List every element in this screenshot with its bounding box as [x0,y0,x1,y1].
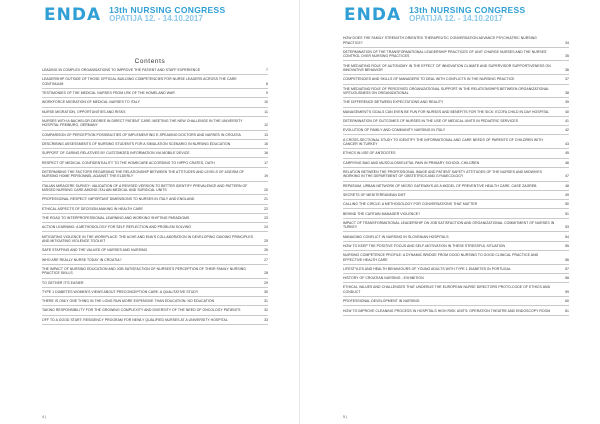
toc-entry-page: 36 [565,68,569,73]
toc-entry-page: 21 [264,197,268,202]
toc-entry-title: TYPE 1 DIABETES WOMEN'S VIEWS ABOUT PRECONCEPTION CARE: A QUALITATIVE STUDY [42,289,199,294]
toc-entry-title: THERE IS ONLY ONE THING IN THE LONG RUN MORE EXPENSIVE THAN EDUCATION: NO EDUCATION [42,299,215,304]
toc-entry-page: 40 [565,109,569,114]
toc-entry-title: WHO ARE REALLY NURSE TODAY IN CROATIA? [42,257,122,262]
toc-entry-page: 34 [565,40,569,45]
toc-entry-page: 25 [264,239,268,243]
toc-entry-page: 60 [565,299,569,304]
toc-entry[interactable] [42,308,268,315]
toc-entry-page: 47 [565,174,569,179]
toc-entry-title: WORKFORCE MIGRATION OF MEDICAL NURSES TO ITALY [42,100,140,105]
toc-entry[interactable] [42,119,268,131]
toc-entry-page: 43 [565,142,569,147]
toc-entry-page: 28 [264,271,268,276]
toc-entry-title: DETERMINING THE FACTORS REGARDING THE RELATIONSHIP BETWEEN THE ATTITUDES AND LEVELS OF AGEISM OF NURSING HOME PERSONNEL AGAINST THE ELDERLY [42,169,245,179]
toc-entry-title: DETERMINATION OF THE TRANSFORMATIONAL LEADERSHIP PRACTICES OF UNIT CHARGE NURSES AND THE NURSES' CONTROL OVER NURSING PRACTICES [343,49,548,59]
toc-entry-title: OFF TO A GOOD START: RESIDENCY PROGRAM FOR NEWLY QUALIFIED NURSES AT A UNIVERSITY HOSPITAL [42,317,228,322]
toc-entry[interactable] [343,128,569,135]
page-number: 4 [42,415,44,419]
toc-entry-title: THE MEDIATING ROLE OF AUTONOMY IN THE EFFECT OF INNOVATION CLIMATE AND SUPERVISOR SUPPORTIVENESS ON INNOVATIVE BEHAVIOR [343,63,551,73]
toc-entry-title: COMPETENCIES AND SKILLS OF MANAGERS TO DEAL WITH CONFLICTS IN THE NURSING PRACTICE [343,77,515,82]
toc-entry-page: 22 [264,206,268,211]
toc-entry-title: ITALIAN MIRACERE SURVEY: VALIDATION OF A REVISED VERSION TO BETTER IDENTIFY PREVALENCE AND PATTERN OF MISSED NURSING CARE AMONG ITALIAN MEDICAL AND SURGICAL UNITS [42,183,248,193]
toc-entry[interactable] [343,50,569,62]
toc-entry[interactable] [343,299,569,306]
toc-entry[interactable] [42,197,268,204]
toc-entry-page: 59 [565,289,569,294]
toc-entry-title: TAKING RESPONSIBILITY FOR THE GROWING COMPLEXITY AND DIVERSITY OF THE NEED OF ONCOLOGY PATIENTS [42,308,241,313]
toc-entry[interactable] [42,318,268,325]
toc-entry[interactable] [42,216,268,223]
toc-entry[interactable] [42,100,268,107]
toc-entry-title: HOW TO KEEP THE POSITIVE FOCUS AND SELF-MOTIVATION IN THESE STRESSFUL SITUATION [343,243,506,248]
toc-entry-page: 8 [266,81,268,86]
toc-entry-title: REPASIUM, URBAN NETWORK OF MICRO GATEWAYS AS A MODEL OF PREVENTIVE HEALTH CARE, CASE ZAGREB [343,183,537,188]
toc-entry[interactable] [343,309,569,316]
toc-entry[interactable] [42,267,268,279]
congress-place-date: OPATIJA 12. - 14.10.2017 [409,14,503,23]
right-page [300,0,600,424]
toc-entry[interactable] [42,225,268,232]
toc-entry-page: 11 [264,109,268,114]
toc-entry[interactable] [42,142,268,149]
congress-name: 13th NURSING CONGRESS [109,5,226,15]
toc-entry-title: DETERMINATION OF OUTCOMES OF NURSES IN THE USE OF MEDICAL UNITS IN PEDIATRIC SERVICES [343,118,518,123]
toc-entry-title: SAFE STAFFING AND THE VALUED OF NURSES AND NURSING [42,248,148,253]
toc-entry[interactable] [42,68,268,75]
toc-entry[interactable] [42,299,268,306]
page-number: 5 [343,415,345,419]
toc-entry[interactable] [343,161,569,168]
toc-entry-page: 17 [264,160,268,165]
toc-entry-title: PROFESSIONAL RESPECT: IMPORTANT DIMENSIONS TO NURSES IN ITALY AND ENGLAND [42,197,195,202]
toc-entry-title: HOW DOES THE FAMILY STRENGTH ORIENTED THERAPEUTIC CONVERSATION ADVANCE PSYCHIATRIC NURSING PRACTICE? [343,36,537,45]
toc-entry-title: ACTION LEARNING: A METHODOLOGY FOR SELF REFLECTION AND PROBLEM SOLVING [42,225,192,230]
toc-entry-title: NURSES WITH A BACHELOR-DEGREE IN DIRECT PATIENT CARE: MEETING THE NEW CHALLENGE IN THE UNIVERSITY HOSPITAL FREIBURG, GERMANY [42,118,243,128]
toc-entry[interactable] [42,184,268,196]
toc-entry-page: 49 [565,192,569,197]
table-of-contents-right [343,36,569,318]
toc-entry[interactable] [42,91,268,98]
congress-name: 13th NURSING CONGRESS [409,5,526,15]
toc-entry-title: NURSING COMPETENCE PROFILE: A DYNAMIC BRIDGE FROM GOOD NURSING TO GOOD CLINICAL PRACTICE AND EFFECTIVE HEALTH CARE [343,253,539,262]
toc-entry-title: A CROSS-SECTIONAL STUDY TO IDENTIFY THE INFORMATIONAL AND CARE NEEDS OF PARENTS OF CHILDREN WITH CANCER IN TURKEY [343,137,543,147]
table-of-contents-left [42,68,268,327]
toc-entry-page: 23 [264,215,268,220]
toc-entry-page: 54 [565,234,569,239]
toc-entry-page: 33 [264,317,268,322]
toc-entry-page: 45 [565,151,569,156]
toc-entry-title: DESCRIBING ASSESSMENTS OF NURSING STUDENTS FOR A SIMULATION SCENARIO IN NURSING EDUCATION [42,141,231,146]
toc-entry-title: CALLING THE CIRCLE: A METHODOLOGY FOR CONVERSATIONS THAT MATTER [343,202,478,207]
page-number-left: 4 | [42,415,46,419]
toc-entry-title: CARRYING BAG AND MUSCULOSKELETAL PAIN IN PRIMARY SCHOOL CHILDREN [343,160,480,165]
toc-entry-title: RESPECT OF MEDICAL CONFIDENTIALITY TO THE HOMECARE ACCORDING TO HIPPO CRATES, OATH [42,160,215,165]
toc-entry[interactable] [343,110,569,117]
toc-entry-title: COMPARISON OF PERCEPTION POSSIBILITIES OF IMPLEMENTING E-SPEAKING DOCTORS AND NURSES IN CROATIA [42,132,241,137]
toc-entry-page: 41 [565,118,569,123]
toc-entry-page: 9 [266,91,268,96]
toc-entry[interactable] [343,36,569,48]
toc-entry-page: 27 [264,257,268,262]
toc-entry-title: TO GETHER IT'S EASIER [42,280,84,285]
toc-entry[interactable] [42,290,268,297]
toc-entry[interactable] [343,100,569,107]
toc-entry-page: 46 [565,160,569,165]
toc-entry-page: 61 [565,308,569,313]
toc-entry-page: 39 [565,100,569,105]
logo-wordmark: ENDA [44,5,102,25]
toc-entry[interactable] [343,138,569,150]
toc-entry-page: 42 [565,128,569,133]
toc-entry-title: THE DIFFERENCE BETWEEN EXPECTATIONS AND REALITY [343,100,444,105]
toc-entry[interactable] [343,77,569,84]
congress-place-date: OPATIJA 12. - 14.10.2017 [109,14,203,23]
toc-entry-page: 50 [565,202,569,207]
toc-entry-title: MITIGATING VIOLENCE IN THE WORKPLACE: THE ACHE AND ENA'S COLLABORATION IN DEVELOPING GUIDING PRINCIPLES AND MITIGATING VIOLENCE TOOLKIT [42,234,254,243]
logo-wordmark: ENDA [344,5,402,25]
toc-entry-page: 57 [565,266,569,271]
toc-entry-page: 35 [565,54,569,59]
toc-entry[interactable] [343,170,569,182]
toc-entry-page: 12 [264,123,268,128]
toc-entry[interactable] [343,267,569,274]
toc-entry-title: HISTORY OF CROATIAN NURSING - EXHIBITION [343,276,424,281]
toc-entry[interactable] [42,170,268,182]
toc-entry-page: 24 [264,225,268,230]
toc-entry-page: 10 [264,100,268,105]
toc-entry-page: 13 [264,132,268,137]
toc-entry[interactable] [343,244,569,251]
page-number-right: 5 | [343,415,347,419]
toc-entry[interactable] [42,151,268,158]
toc-entry-page: 32 [264,308,268,313]
toc-entry[interactable] [343,184,569,191]
toc-entry-title: LEADERSHIP OUTSIDE OF THOSE OFFICIAL BUILDING COMPETENCIES FOR NURSE LEADERS ACROSS THE CARE CONTINUUM [42,77,237,86]
toc-entry[interactable] [343,221,569,233]
toc-entry[interactable] [343,253,569,265]
toc-entry[interactable] [343,87,569,99]
toc-entry-page: 38 [565,91,569,96]
toc-entry[interactable] [343,64,569,76]
toc-entry-title: THE IMPACT OF NURSING EDUCATION AND JOB SATISFACTION OF NURSES'S PERCEPTION OF THEIR FAMILY NURSING PRACTICE SKILLS [42,266,246,276]
toc-entry[interactable] [343,193,569,200]
toc-entry[interactable] [343,202,569,209]
toc-entry-title: THE MEDIATING ROLE OF PERCEIVED ORGANIZATIONAL SUPPORT IN THE RELATIONSHIPS BETWEEN ORGANIZATIONAL VIRTUOUSNESS ON ORGANIZATIONAL [343,86,550,96]
congress-logo [344,6,525,24]
toc-entry-title: MANAGING CONFLICT IN NURSING IN SLOVENIAN HOSPITALS [343,234,449,239]
toc-entry-title: THE ROAD TO INTERPROFESSIONAL LEARNING AND WORKING SHIFTING PARADIGMS [42,215,190,220]
toc-entry-title: NURSE MIGRATION, OPPORTUNITIES AND RISKS [42,109,126,114]
toc-entry-title: TESTIMONIES OF THE MEDICAL NURSES FROM LRK OF THE HOMELAND WAR [42,91,175,96]
contents-heading: Contents [134,58,166,65]
toc-entry[interactable] [343,276,569,283]
toc-entry[interactable] [42,258,268,265]
toc-entry-title: LEADING IN COMPLEX ORGANISATIONS TO IMPROVE THE PATIENT AND STAFF EXPERIENCE [42,68,201,72]
congress-logo [44,6,225,24]
toc-entry-page: 30 [264,289,268,294]
logo-subtitle [409,6,525,23]
toc-entry-title: EVOLUTION OF FAMILY AND COMMUNITY NURSING IN ITALY [343,128,446,133]
toc-entry-page: 56 [565,257,569,262]
toc-entry[interactable] [42,110,268,117]
toc-entry-title: LIFESTYLES AND HEALTH BEHAVIOURS OF YOUNG ADULTS WITH TYPE 1 DIABETES IN PORTUGAL [343,266,511,271]
toc-entry[interactable] [42,77,268,89]
toc-entry[interactable] [343,151,569,158]
toc-entry[interactable] [42,161,268,168]
toc-entry-title: IMPACT OF TRANSFORMATIONAL LEADERSHIP ON JOB SATISFACTION AND ORGANIZATIONAL COMMITMENT OF NURSES IN TURKEY [343,220,555,230]
toc-entry-page: 48 [565,183,569,188]
toc-entry-page: 31 [264,299,268,304]
toc-entry[interactable] [42,235,268,247]
toc-entry-title: PROFESSIONAL DEVELOPMENT IN NURSING [343,299,420,304]
toc-entry[interactable] [42,248,268,255]
toc-entry[interactable] [42,281,268,288]
toc-entry-page: 16 [264,151,268,156]
toc-entry-title: HOW TO IMPROVE CLEANING PROCESS IN HOSPITALS HIGH RISK UNITS: OPERATION THEATRE AND ENDOSCOPY ROOM [343,308,551,313]
toc-entry-page: 29 [264,280,268,285]
toc-entry-page: 58 [565,276,569,281]
toc-entry-page: 15 [264,141,268,146]
toc-entry-title: RELATION BETWEEN THE PROFESSIONAL IMAGE AND PATIENT SAFETY ATTITUDES OF THE NURSES AND MIDWIVES WORKING IN THE DEPARTMENT OF OBSTETRICS AND GYNAECOLOGY [343,169,542,179]
toc-entry[interactable] [42,207,268,214]
toc-entry-page: 19 [264,174,268,179]
toc-entry-title: ETHICAL ASPECTS OF DECISION-MAKING IN HEALTH CARE [42,206,143,211]
toc-entry[interactable] [343,119,569,126]
toc-entry-title: BEHIND THE CURTAIN MANAGER VIOLENCE? [343,211,421,216]
toc-entry[interactable] [343,285,569,297]
toc-entry[interactable] [343,235,569,242]
toc-entry-page: 55 [565,243,569,248]
toc-entry-page: 51 [565,211,569,216]
toc-entry-page: 7 [266,68,268,72]
toc-entry-title: MANAGEMENT'S GOALS CAN EVEN BE FUN FOR NURSES AND BENEFITS FOR THE SICK: ECOFA CHILD IN DAY HOSPITAL [343,109,550,114]
toc-entry[interactable] [42,133,268,140]
toc-entry-page: 37 [565,77,569,82]
toc-entry-page: 26 [264,248,268,253]
toc-entry-page: 20 [264,188,268,193]
toc-entry-title: SUPPORT OF CARING RELATIVES BY CUSTOMIZED INFORMATION VIA MOBILE DEVICE [42,151,190,156]
toc-entry-title: ETHICS IN USE OF ANTIDOTES [343,151,396,156]
toc-entry-page: 53 [565,225,569,230]
toc-entry-title: SECRETS OF MEDITERRANEAN DIET [343,192,406,197]
toc-entry-title: ETHICAL VALUES AND CHALLENGES THAT UNDERLIE THE EUROPEAN NURSE DIRECTORS PROTO-CODE OF ETHICS AND CONDUCT [343,285,551,294]
logo-subtitle [109,6,225,23]
toc-entry[interactable] [343,212,569,219]
